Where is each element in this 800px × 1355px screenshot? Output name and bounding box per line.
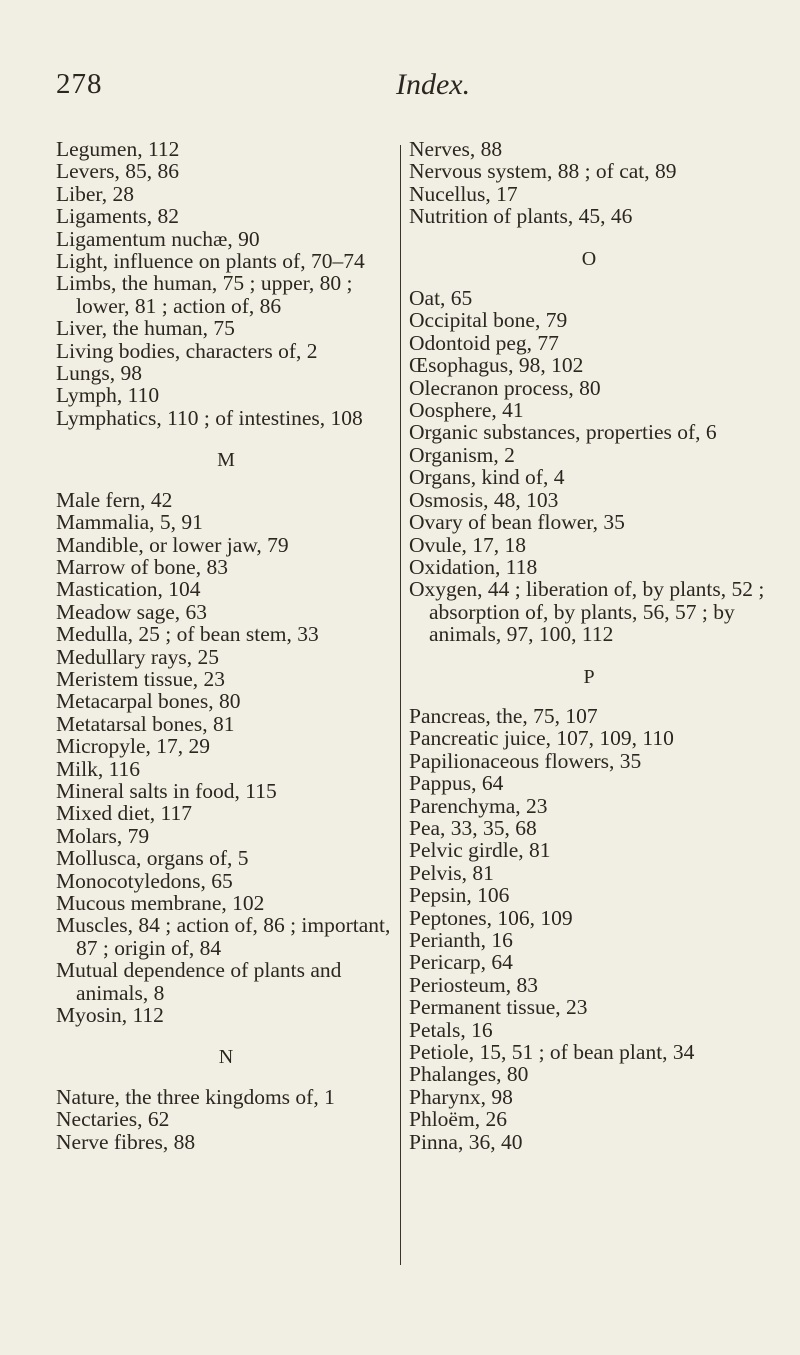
index-entry: Periosteum, 83 [409, 972, 538, 997]
index-entry: Nervous system, 88 ; of cat, 89 [409, 159, 677, 184]
index-entry: Male fern, 42 [56, 487, 173, 512]
index-entry: Pancreas, the, 75, 107 [409, 703, 598, 728]
index-entry: Monocotyledons, 65 [56, 868, 233, 893]
index-entry: Nucellus, 17 [409, 181, 518, 206]
page-header [56, 68, 756, 118]
index-entry: Ovary of bean flower, 35 [409, 510, 625, 535]
index-entry: Nature, the three kingdoms of, 1 [56, 1084, 335, 1109]
index-entry: Nerves, 88 [409, 137, 503, 161]
index-entry: Pappus, 64 [409, 771, 504, 796]
index-entry: Olecranon process, 80 [409, 375, 601, 400]
index-entry: Œsophagus, 98, 102 [409, 353, 584, 378]
index-entry: Mixed diet, 117 [56, 801, 192, 826]
index-entry: Peptones, 106, 109 [409, 905, 573, 930]
index-entry: Milk, 116 [56, 756, 141, 781]
index-entry: Myosin, 112 [56, 1003, 164, 1028]
index-entry: Nutrition of plants, 45, 46 [409, 204, 633, 229]
section-letter: P [583, 665, 595, 688]
index-entry: Pericarp, 64 [409, 950, 513, 975]
index-entry: Osmosis, 48, 103 [409, 487, 559, 512]
index-entry: Mucous membrane, 102 [56, 891, 265, 915]
index-entry: Mutual dependence of plants and animals, 8 [56, 958, 342, 1005]
index-entry: Muscles, 84 ; action of, 86 ; important, 87 ; origin of, 84 [56, 913, 391, 960]
index-entry: Legumen, 112 [56, 137, 180, 161]
index-entry: Liver, the human, 75 [56, 316, 235, 341]
index-entry: Odontoid peg, 77 [409, 330, 559, 355]
index-entry: Mandible, or lower jaw, 79 [56, 532, 289, 557]
index-entry: Lymph, 110 [56, 383, 160, 408]
index-entry: Levers, 85, 86 [56, 159, 179, 184]
index-column-right [409, 138, 769, 1153]
index-entry: Micropyle, 17, 29 [56, 734, 211, 759]
index-entry: Lymphatics, 110 ; of intestines, 108 [56, 405, 363, 430]
index-entry: Medulla, 25 ; of bean stem, 33 [56, 622, 319, 647]
index-entry: Limbs, the human, 75 ; upper, 80 ; lower, 81 ; action of, 86 [56, 271, 353, 318]
running-title: Index. [396, 68, 471, 101]
index-entry: Mineral salts in food, 115 [56, 778, 277, 803]
index-entry: Pelvic girdle, 81 [409, 838, 551, 863]
section-letter: N [218, 1046, 234, 1069]
index-entry: Liber, 28 [56, 181, 134, 206]
index-entry: Pepsin, 106 [409, 883, 510, 908]
index-entry: Lungs, 98 [56, 361, 142, 386]
index-entry: Living bodies, characters of, 2 [56, 338, 318, 363]
index-entry: Pharynx, 98 [409, 1084, 513, 1109]
index-column-left [56, 138, 396, 1153]
index-entry: Pinna, 36, 40 [409, 1129, 523, 1154]
index-entry: Nectaries, 62 [56, 1107, 170, 1132]
index-entry: Mammalia, 5, 91 [56, 510, 203, 535]
index-entry: Oosphere, 41 [409, 398, 524, 423]
index-entry: Phloëm, 26 [409, 1107, 507, 1132]
index-entry: Ligamentum nuchæ, 90 [56, 226, 260, 251]
index-entry: Medullary rays, 25 [56, 644, 220, 669]
index-entry: Petals, 16 [409, 1017, 493, 1042]
index-entry: Meadow sage, 63 [56, 599, 208, 624]
index-entry: Mastication, 104 [56, 577, 201, 602]
index-entry: Pea, 33, 35, 68 [409, 815, 537, 840]
index-entry: Permanent tissue, 23 [409, 995, 588, 1020]
index-entry: Metacarpal bones, 80 [56, 689, 241, 714]
index-entry: Phalanges, 80 [409, 1062, 529, 1087]
index-entry: Organic substances, properties of, 6 [409, 420, 717, 445]
index-entry: Organs, kind of, 4 [409, 465, 565, 490]
index-entry: Ligaments, 82 [56, 204, 180, 229]
index-entry: Light, influence on plants of, 70–74 [56, 249, 365, 274]
index-entry: Pancreatic juice, 107, 109, 110 [409, 726, 674, 751]
index-entry: Mollusca, organs of, 5 [56, 846, 249, 871]
index-entry: Occipital bone, 79 [409, 308, 568, 333]
index-entry: Petiole, 15, 51 ; of bean plant, 34 [409, 1040, 695, 1065]
column-divider [400, 145, 401, 1265]
index-entry: Metatarsal bones, 81 [56, 711, 235, 736]
index-entry: Ovule, 17, 18 [409, 532, 527, 557]
index-entry: Meristem tissue, 23 [56, 666, 225, 691]
index-entry: Papilionaceous flowers, 35 [409, 748, 642, 773]
index-entry: Oxidation, 118 [409, 554, 538, 579]
index-entry: Parenchyma, 23 [409, 793, 548, 818]
index-entry: Oxygen, 44 ; liberation of, by plants, 52 ; absorption of, by plants, 56, 57 ; by animals, 97, 100, 112 [409, 577, 765, 647]
index-entry: Oat, 65 [409, 286, 473, 311]
index-entry: Perianth, 16 [409, 928, 513, 952]
index-entry: Nerve fibres, 88 [56, 1129, 196, 1154]
index-entry: Pelvis, 81 [409, 860, 494, 885]
section-letter: O [581, 247, 597, 270]
page-number: 278 [56, 68, 103, 100]
index-entry: Organism, 2 [409, 442, 515, 467]
index-entry: Molars, 79 [56, 823, 150, 848]
index-entry: Marrow of bone, 83 [56, 554, 228, 579]
section-letter: M [217, 449, 235, 472]
